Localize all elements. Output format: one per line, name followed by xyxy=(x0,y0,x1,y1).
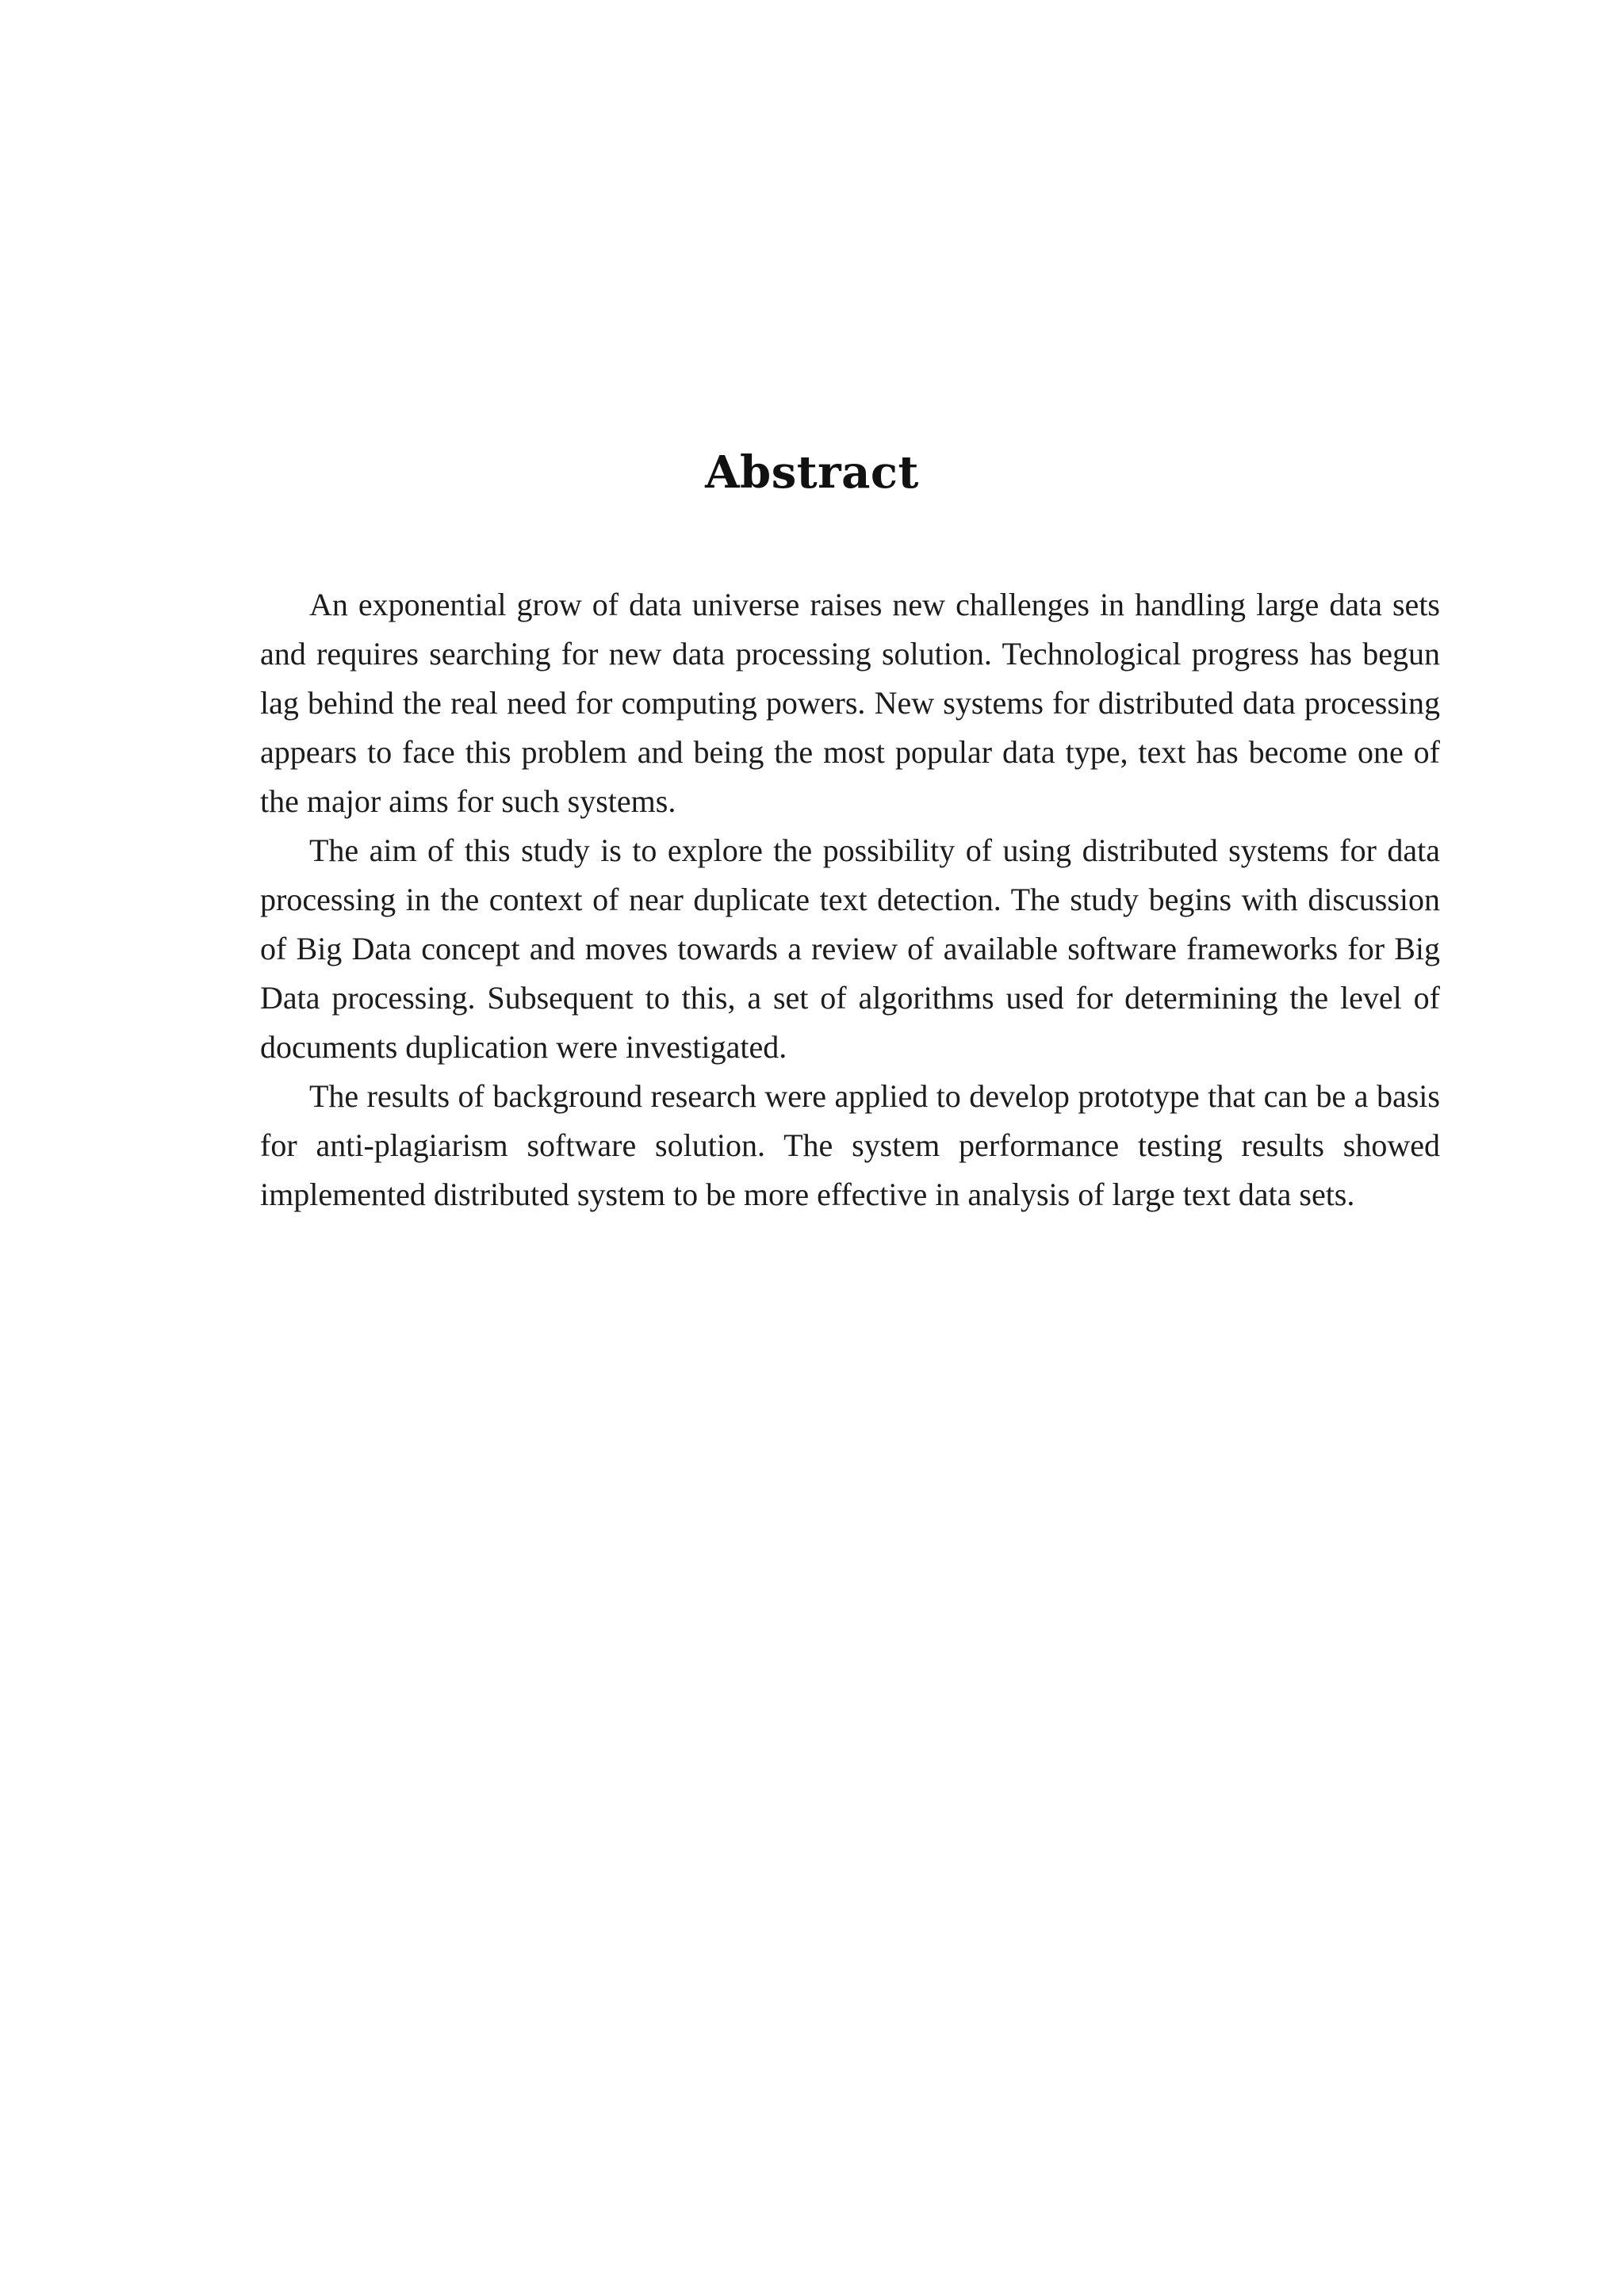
abstract-paragraph-1: An exponential grow of data universe raises new challenges in handling large data sets and requires searching for new data processing solution. Technological progress has begun lag behind the real need for computing powers. New systems for distributed data processing appears to face this problem and being the most popular data type, text has become one of the major aims for such systems. xyxy=(260,587,1440,819)
abstract-body xyxy=(260,580,1440,1219)
abstract-paragraph-3: The results of background research were applied to develop prototype that can be a basis for anti-plagiarism software solution. The system performance testing results showed implemented distributed system to be more effective in analysis of large text data sets. xyxy=(260,1078,1440,1212)
abstract-paragraph-2: The aim of this study is to explore the possibility of using distributed systems for data processing in the context of near duplicate text detection. The study begins with discussion of Big Data concept and moves towards a review of available software frameworks for Big Data processing. Subsequent to this, a set of algorithms used for determining the level of documents duplication were investigated. xyxy=(260,832,1440,1065)
abstract-title: Abstract xyxy=(705,446,919,499)
